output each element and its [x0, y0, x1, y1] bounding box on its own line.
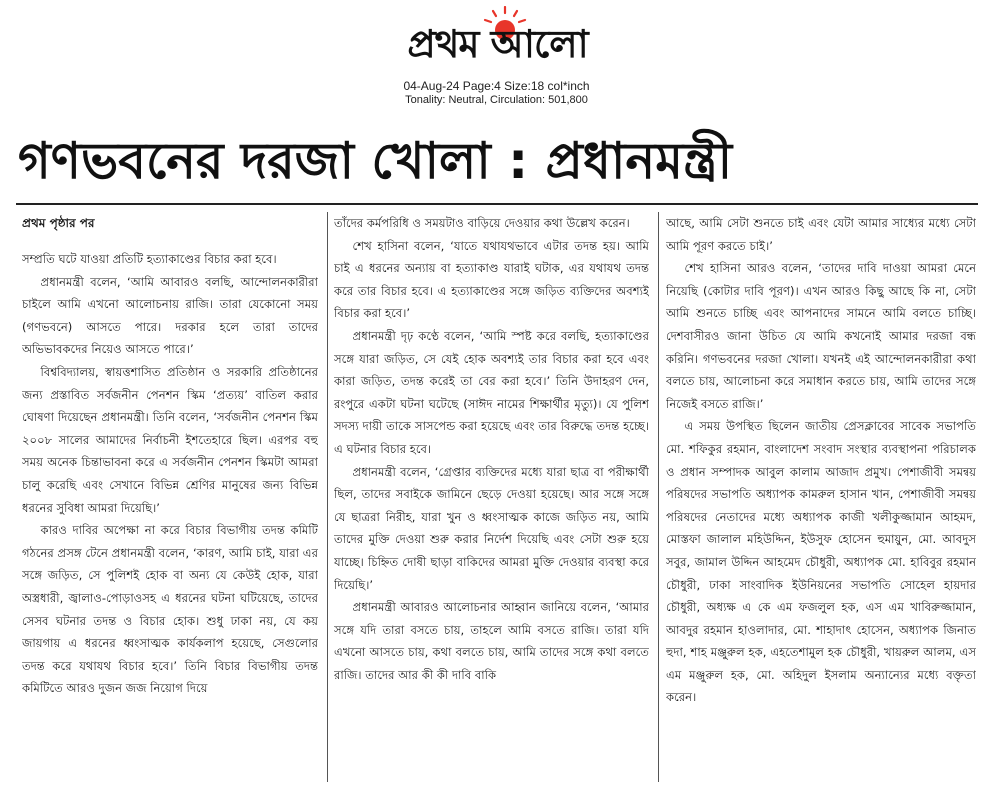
- headline-divider: [16, 203, 978, 205]
- article-column-2: [334, 212, 649, 792]
- paragraph: শেখ হাসিনা বলেন, ‘যাতে যথাযথভাবে এটার তদন্ত হয়। আমি চাই এ ধরনের অন্যায় বা হত্যাকাণ্ড যারাই ঘটাক, এর যথাযথ তদন্ত করে তার বিচার হবে। এ হত্যাকাণ্ডের সঙ্গে জড়িত ব্যক্তিদের অবশ্যই বিচার করা হবে।’: [334, 238, 649, 321]
- article-column-1: [22, 212, 318, 792]
- clipping-meta-date-page: 04-Aug-24 Page:4 Size:18 col*inch: [403, 79, 590, 93]
- paragraph: বিশ্ববিদ্যালয়, স্বায়ত্তশাসিত প্রতিষ্ঠান ও সরকারি প্রতিষ্ঠানের জন্য প্রস্তাবিত সর্বজনীন পেনশন স্কিম ‘প্রত্যয়’ বাতিল করার ঘোষণা দিয়েছেন প্রধানমন্ত্রী। তিনি বলেন, ‘সর্বজনীন পেনশন স্কিম ২০০৮ সালের আমাদের নির্বাচনী ইশতেহারে ছিল। এরপর বহু সময় অনেক চিন্তাভাবনা করে এ সর্বজনীন পেনশন স্কিমটা আমরা চালু করেছি এবং সেখানে বিভিন্ন শ্রেণির মানুষের জন্য বিভিন্ন ধরনের সুবিধা আমরা দিয়েছি।’: [22, 364, 318, 515]
- continued-from-label: প্রথম পৃষ্ঠার পর: [22, 216, 95, 230]
- masthead: [0, 0, 993, 112]
- logo-wordmark: প্রথম আলো: [407, 22, 588, 66]
- paragraph: কারও দাবির অপেক্ষা না করে বিচার বিভাগীয় তদন্ত কমিটি গঠনের প্রসঙ্গ টেনে প্রধানমন্ত্রী বলেন, ‘কারণ, আমি চাই, যারা এর সঙ্গে জড়িত, সে পুলিশই হোক বা অন্য যে কেউই হোক, যারা অস্ত্রধারী, জ্বালাও-পোড়াওসহ এ ধরনের ঘটনা ঘটিয়েছে, তাদের সেসব ঘটনার তদন্ত ও বিচার হোক। শুধু ঢাকা নয়, যে কয় জায়গায় এ ধরনের ধ্বংসাত্মক কার্যকলাপ হয়েছে, সেগুলোর তদন্ত করে যথাযথ বিচার হবে।’ তিনি বিচার বিভাগীয় তদন্ত কমিটিতে আরও দুজন জজ নিয়োগ দিয়ে: [22, 523, 318, 696]
- article-headline: গণভবনের দরজা খোলা : প্রধানমন্ত্রী: [18, 132, 733, 190]
- clipping-meta-tonality: Tonality: Neutral, Circulation: 501,800: [405, 94, 588, 106]
- paragraph: আছে, আমি সেটা শুনতে চাই এবং যেটা আমার সাধ্যের মধ্যে সেটা আমি পূরণ করতে চাই।’: [666, 216, 976, 253]
- column-divider: [658, 212, 659, 782]
- paragraph: প্রধানমন্ত্রী বলেন, ‘গ্রেপ্তার ব্যক্তিদের মধ্যে যারা ছাত্র বা পরীক্ষার্থী ছিল, তাদের সবাইকে জামিনে ছেড়ে দেওয়া হয়েছে। আর সঙ্গে সঙ্গে যে ছাত্ররা নিরীহ, যারা খুন ও ধ্বংসাত্মক কাজে জড়িত নয়, আমি তাদের মুক্তি দেওয়া শুরু করার নির্দেশ দিয়েছি এবং সেটা শুরু হয়ে যাচ্ছে। চিহ্নিত দোষী ছাড়া বাকিদের আমরা মুক্তি দেওয়ার ব্যবস্থা করে দিয়েছি।’: [334, 464, 649, 592]
- paragraph: প্রধানমন্ত্রী আবারও আলোচনার আহ্বান জানিয়ে বলেন, ‘আমার সঙ্গে যদি তারা বসতে চায়, তাহলে আমি বসতে রাজি। তারা যদি এখনো আসতে চায়, কথা বলতে চায়, আমি তাদের সঙ্গে কথা বলতে রাজি। তাদের আর কী কী দাবি বাকি: [334, 600, 649, 682]
- column-divider: [327, 212, 328, 782]
- newspaper-logo: [360, 6, 635, 68]
- paragraph: এ সময় উপস্থিত ছিলেন জাতীয় প্রেসক্লাবের সাবেক সভাপতি মো. শফিকুর রহমান, বাংলাদেশ সংবাদ সংস্থার ব্যবস্থাপনা পরিচালক ও প্রধান সম্পাদক আবুল কালাম আজাদ প্রমুখ। পেশাজীবী সমন্বয় পরিষদের সভাপতি অধ্যাপক কামরুল হাসান খান, পেশাজীবী সমন্বয় পরিষদের নেতাদের মধ্যে অধ্যাপক কাজী খলীকুজ্জামান আহমদ, মোস্তফা জালাল মহিউদ্দিন, ইউসুফ হোসেন হুমায়ুন, মো. আবদুস সবুর, জামাল উদ্দিন আহমেদ চৌধুরী, অধ্যাপক মো. হাবিবুর রহমান চৌধুরী, ঢাকা সাংবাদিক ইউনিয়নের সভাপতি সোহেল হায়দার চৌধুরী, অধ্যক্ষ এ কে এম ফজলুল হক, এস এম খাবিরুজ্জামান, আবদুর রহমান হাওলাদার, মো. শাহাদাৎ হোসেন, অধ্যাপক জিনাত হুদা, শাহ মঞ্জুরুল হক, এহতেশামুল হক চৌধুরী, খায়রুল আলম, এস এম মঞ্জুরুল হক, মো. অহিদুল ইসলাম অন্যান্যের মধ্যে বক্তৃতা করেন।: [666, 419, 976, 705]
- paragraph: শেখ হাসিনা আরও বলেন, ‘তাদের দাবি দাওয়া আমরা মেনে নিয়েছি (কোটার দাবি পূরণ)। এখন আরও কিছু আছে কি না, সেটা আমি শুনতে চাচ্ছি এবং আপনাদের সামনে আমি বলতে চাচ্ছি। দেশবাসীরও জানা উচিত যে আমি কখনোই আমার দরজা বন্ধ করিনি। গণভবনের দরজা খোলা। যখনই এই আন্দোলনকারীরা কথা বলতে চায়, আলোচনা করে সমাধান করতে চায়, আমি তাদের সঙ্গে নিজেই বসতে রাজি।’: [666, 261, 976, 411]
- paragraph: প্রধানমন্ত্রী বলেন, ‘আমি আবারও বলছি, আন্দোলনকারীরা চাইলে আমি এখনো আলোচনায় রাজি। তারা যেকোনো সময় (গণভবনে) আসতে পারে। দরকার হলে তারা তাদের অভিভাবকদের নিয়েও আসতে পারে।’: [22, 274, 318, 357]
- article-column-3: [666, 212, 976, 792]
- paragraph: সম্প্রতি ঘটে যাওয়া প্রতিটি হত্যাকাণ্ডের বিচার করা হবে।: [22, 252, 277, 266]
- paragraph: প্রধানমন্ত্রী দৃঢ় কণ্ঠে বলেন, ‘আমি স্পষ্ট করে বলছি, হত্যাকাণ্ডের সঙ্গে যারা জড়িত, সে যেই হোক অবশ্যই তার বিচার করা হবে এবং কারা জড়িত, তদন্ত করেই তা বের করা হবে।’ তিনি উদাহরণ দেন, রংপুরে একটা ঘটনা ঘটেছে (সাঈদ নামের শিক্ষার্থীর মৃত্যু)। যে পুলিশ সদস্য দায়ী তাকে সাসপেন্ড করা হয়েছে এবং তার বিরুদ্ধে তদন্ত হচ্ছে। এ ঘটনার বিচার হবে।: [334, 328, 649, 456]
- paragraph: তাঁদের কর্মপরিধি ও সময়টাও বাড়িয়ে দেওয়ার কথা উল্লেখ করেন।: [334, 216, 630, 230]
